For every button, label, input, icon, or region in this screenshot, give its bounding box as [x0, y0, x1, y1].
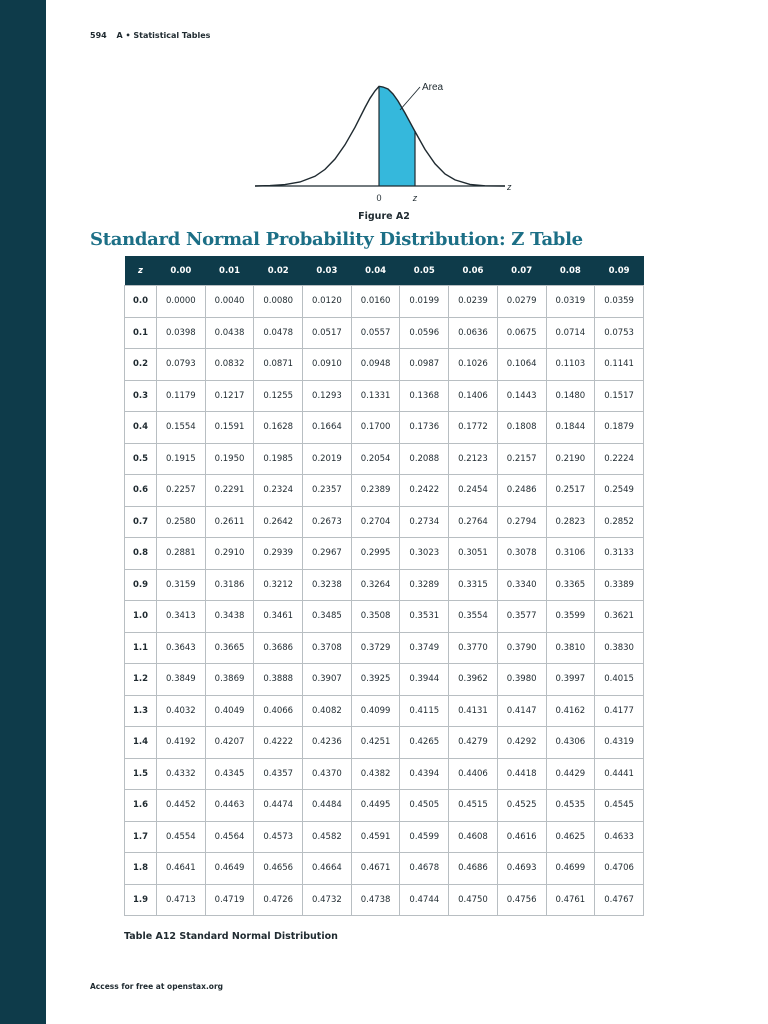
table-cell: 0.1879 [595, 412, 644, 444]
table-cell: 0.0239 [449, 286, 498, 318]
table-cell: 0.2190 [546, 443, 595, 475]
table-cell: 0.4370 [303, 758, 352, 790]
table-cell: 0.3810 [546, 632, 595, 664]
table-cell: 0.0279 [497, 286, 546, 318]
figure-caption: Figure A2 [358, 211, 410, 222]
table-row [125, 853, 644, 885]
table-cell: 0.4564 [205, 821, 254, 853]
row-header-z-value: 0.1 [125, 317, 157, 349]
running-title: A • Statistical Tables [116, 31, 211, 40]
table-cell: 0.1554 [157, 412, 206, 444]
table-cell: 0.4484 [303, 790, 352, 822]
table-row [125, 506, 644, 538]
table-cell: 0.1293 [303, 380, 352, 412]
table-cell: 0.2257 [157, 475, 206, 507]
table-cell: 0.1443 [497, 380, 546, 412]
table-row [125, 443, 644, 475]
table-cell: 0.2823 [546, 506, 595, 538]
table-cell: 0.2967 [303, 538, 352, 570]
running-header [90, 31, 210, 40]
table-cell: 0.4738 [351, 884, 400, 916]
table-cell: 0.3461 [254, 601, 303, 633]
table-cell: 0.2422 [400, 475, 449, 507]
table-cell: 0.4582 [303, 821, 352, 853]
row-header-z-value: 1.5 [125, 758, 157, 790]
table-cell: 0.1915 [157, 443, 206, 475]
table-cell: 0.0910 [303, 349, 352, 381]
table-cell: 0.4732 [303, 884, 352, 916]
table-cell: 0.4236 [303, 727, 352, 759]
table-cell: 0.3665 [205, 632, 254, 664]
table-cell: 0.3944 [400, 664, 449, 696]
table-cell: 0.3925 [351, 664, 400, 696]
table-cell: 0.2549 [595, 475, 644, 507]
table-cell: 0.3485 [303, 601, 352, 633]
table-cell: 0.4162 [546, 695, 595, 727]
table-cell: 0.4750 [449, 884, 498, 916]
table-cell: 0.0675 [497, 317, 546, 349]
row-header-z-value: 0.2 [125, 349, 157, 381]
table-cell: 0.4664 [303, 853, 352, 885]
shaded-area [379, 86, 415, 186]
table-cell: 0.3599 [546, 601, 595, 633]
table-cell: 0.3238 [303, 569, 352, 601]
table-cell: 0.3830 [595, 632, 644, 664]
table-row [125, 664, 644, 696]
table-cell: 0.2291 [205, 475, 254, 507]
table-cell: 0.3023 [400, 538, 449, 570]
table-cell: 0.3577 [497, 601, 546, 633]
table-cell: 0.0398 [157, 317, 206, 349]
table-cell: 0.3289 [400, 569, 449, 601]
table-cell: 0.1700 [351, 412, 400, 444]
table-cell: 0.0438 [205, 317, 254, 349]
table-cell: 0.2764 [449, 506, 498, 538]
table-cell: 0.1950 [205, 443, 254, 475]
table-cell: 0.0160 [351, 286, 400, 318]
table-cell: 0.3962 [449, 664, 498, 696]
table-cell: 0.0199 [400, 286, 449, 318]
column-header: 0.07 [497, 256, 546, 286]
mean-tick-label: 0 [376, 193, 382, 203]
table-cell: 0.4706 [595, 853, 644, 885]
table-cell: 0.4394 [400, 758, 449, 790]
table-cell: 0.4545 [595, 790, 644, 822]
table-cell: 0.2019 [303, 443, 352, 475]
table-cell: 0.3708 [303, 632, 352, 664]
axis-label: z [507, 182, 512, 192]
table-cell: 0.2611 [205, 506, 254, 538]
table-cell: 0.4474 [254, 790, 303, 822]
table-cell: 0.4115 [400, 695, 449, 727]
table-cell: 0.1664 [303, 412, 352, 444]
page-number: 594 [90, 31, 107, 40]
table-cell: 0.0517 [303, 317, 352, 349]
table-cell: 0.0987 [400, 349, 449, 381]
table-cell: 0.3849 [157, 664, 206, 696]
area-label: Area [422, 82, 444, 93]
table-cell: 0.4099 [351, 695, 400, 727]
table-cell: 0.4345 [205, 758, 254, 790]
table-cell: 0.4535 [546, 790, 595, 822]
table-cell: 0.0359 [595, 286, 644, 318]
table-cell: 0.3508 [351, 601, 400, 633]
z-tick-label: z [412, 193, 418, 203]
table-cell: 0.0832 [205, 349, 254, 381]
table-row [125, 380, 644, 412]
table-cell: 0.4147 [497, 695, 546, 727]
table-cell: 0.2486 [497, 475, 546, 507]
table-cell: 0.1255 [254, 380, 303, 412]
table-row [125, 727, 644, 759]
table-cell: 0.0120 [303, 286, 352, 318]
column-header: 0.00 [157, 256, 206, 286]
table-cell: 0.4678 [400, 853, 449, 885]
table-row [125, 412, 644, 444]
table-cell: 0.4418 [497, 758, 546, 790]
table-cell: 0.3078 [497, 538, 546, 570]
table-cell: 0.4713 [157, 884, 206, 916]
table-cell: 0.1331 [351, 380, 400, 412]
row-header-z-value: 1.4 [125, 727, 157, 759]
table-cell: 0.4515 [449, 790, 498, 822]
table-cell: 0.0478 [254, 317, 303, 349]
table-cell: 0.4441 [595, 758, 644, 790]
column-header: 0.09 [595, 256, 644, 286]
table-cell: 0.1517 [595, 380, 644, 412]
column-header: 0.03 [303, 256, 352, 286]
table-cell: 0.4744 [400, 884, 449, 916]
table-cell: 0.2389 [351, 475, 400, 507]
footer-text: Access for free at openstax.org [90, 982, 224, 991]
table-row [125, 569, 644, 601]
table-cell: 0.4761 [546, 884, 595, 916]
table-cell: 0.1480 [546, 380, 595, 412]
table-cell: 0.4591 [351, 821, 400, 853]
column-header: 0.01 [205, 256, 254, 286]
table-cell: 0.2704 [351, 506, 400, 538]
column-header: 0.06 [449, 256, 498, 286]
table-cell: 0.2939 [254, 538, 303, 570]
table-cell: 0.4452 [157, 790, 206, 822]
table-cell: 0.0040 [205, 286, 254, 318]
table-cell: 0.4222 [254, 727, 303, 759]
table-cell: 0.1591 [205, 412, 254, 444]
table-cell: 0.3621 [595, 601, 644, 633]
table-cell: 0.4192 [157, 727, 206, 759]
table-cell: 0.4525 [497, 790, 546, 822]
table-cell: 0.4177 [595, 695, 644, 727]
table-cell: 0.4505 [400, 790, 449, 822]
table-cell: 0.4131 [449, 695, 498, 727]
table-cell: 0.3133 [595, 538, 644, 570]
table-cell: 0.1179 [157, 380, 206, 412]
table-cell: 0.2088 [400, 443, 449, 475]
table-cell: 0.3315 [449, 569, 498, 601]
table-cell: 0.4292 [497, 727, 546, 759]
normal-curve-figure [255, 74, 513, 206]
table-cell: 0.0714 [546, 317, 595, 349]
table-cell: 0.0080 [254, 286, 303, 318]
table-cell: 0.0793 [157, 349, 206, 381]
table-cell: 0.4671 [351, 853, 400, 885]
table-cell: 0.1736 [400, 412, 449, 444]
column-header-z: z [125, 256, 157, 286]
table-cell: 0.2517 [546, 475, 595, 507]
table-cell: 0.4633 [595, 821, 644, 853]
table-cell: 0.4082 [303, 695, 352, 727]
table-cell: 0.4554 [157, 821, 206, 853]
row-header-z-value: 0.0 [125, 286, 157, 318]
table-cell: 0.4625 [546, 821, 595, 853]
table-cell: 0.4032 [157, 695, 206, 727]
table-cell: 0.4641 [157, 853, 206, 885]
table-cell: 0.0557 [351, 317, 400, 349]
row-header-z-value: 1.1 [125, 632, 157, 664]
table-cell: 0.4049 [205, 695, 254, 727]
table-cell: 0.3888 [254, 664, 303, 696]
table-row [125, 349, 644, 381]
table-cell: 0.0753 [595, 317, 644, 349]
column-header: 0.04 [351, 256, 400, 286]
table-cell: 0.2357 [303, 475, 352, 507]
table-row [125, 758, 644, 790]
table-cell: 0.2852 [595, 506, 644, 538]
row-header-z-value: 1.9 [125, 884, 157, 916]
table-cell: 0.4066 [254, 695, 303, 727]
table-cell: 0.4573 [254, 821, 303, 853]
table-cell: 0.3365 [546, 569, 595, 601]
table-cell: 0.4319 [595, 727, 644, 759]
table-cell: 0.4756 [497, 884, 546, 916]
table-cell: 0.2324 [254, 475, 303, 507]
table-row [125, 790, 644, 822]
table-cell: 0.2642 [254, 506, 303, 538]
table-cell: 0.3186 [205, 569, 254, 601]
table-cell: 0.2054 [351, 443, 400, 475]
table-cell: 0.3159 [157, 569, 206, 601]
table-cell: 0.1064 [497, 349, 546, 381]
table-cell: 0.3729 [351, 632, 400, 664]
table-cell: 0.1628 [254, 412, 303, 444]
table-row [125, 884, 644, 916]
table-cell: 0.3264 [351, 569, 400, 601]
table-cell: 0.4616 [497, 821, 546, 853]
section-title: Standard Normal Probability Distribution: Z Table [90, 229, 583, 250]
table-cell: 0.3106 [546, 538, 595, 570]
row-header-z-value: 1.6 [125, 790, 157, 822]
table-cell: 0.1772 [449, 412, 498, 444]
table-cell: 0.4406 [449, 758, 498, 790]
table-cell: 0.2157 [497, 443, 546, 475]
table-cell: 0.4357 [254, 758, 303, 790]
table-cell: 0.3340 [497, 569, 546, 601]
table-cell: 0.4599 [400, 821, 449, 853]
table-cell: 0.1103 [546, 349, 595, 381]
table-cell: 0.1141 [595, 349, 644, 381]
table-cell: 0.3389 [595, 569, 644, 601]
table-cell: 0.4332 [157, 758, 206, 790]
table-row [125, 286, 644, 318]
table-cell: 0.4463 [205, 790, 254, 822]
table-cell: 0.3686 [254, 632, 303, 664]
table-cell: 0.4719 [205, 884, 254, 916]
table-cell: 0.3554 [449, 601, 498, 633]
table-cell: 0.4265 [400, 727, 449, 759]
table-cell: 0.2673 [303, 506, 352, 538]
row-header-z-value: 1.2 [125, 664, 157, 696]
table-cell: 0.4608 [449, 821, 498, 853]
column-header: 0.08 [546, 256, 595, 286]
table-row [125, 632, 644, 664]
table-cell: 0.4207 [205, 727, 254, 759]
table-cell: 0.3212 [254, 569, 303, 601]
table-cell: 0.4382 [351, 758, 400, 790]
table-cell: 0.4015 [595, 664, 644, 696]
table-cell: 0.2123 [449, 443, 498, 475]
table-cell: 0.3869 [205, 664, 254, 696]
table-cell: 0.1406 [449, 380, 498, 412]
table-cell: 0.3770 [449, 632, 498, 664]
row-header-z-value: 0.5 [125, 443, 157, 475]
table-cell: 0.1217 [205, 380, 254, 412]
area-pointer [400, 87, 420, 110]
side-color-bar [0, 0, 46, 1024]
table-cell: 0.0000 [157, 286, 206, 318]
table-header-row [125, 256, 644, 286]
table-cell: 0.4251 [351, 727, 400, 759]
table-cell: 0.2794 [497, 506, 546, 538]
table-cell: 0.4699 [546, 853, 595, 885]
table-cell: 0.4693 [497, 853, 546, 885]
table-cell: 0.3790 [497, 632, 546, 664]
table-row [125, 695, 644, 727]
table-cell: 0.4686 [449, 853, 498, 885]
row-header-z-value: 1.3 [125, 695, 157, 727]
table-cell: 0.3413 [157, 601, 206, 633]
table-cell: 0.1026 [449, 349, 498, 381]
table-cell: 0.4279 [449, 727, 498, 759]
row-header-z-value: 0.8 [125, 538, 157, 570]
column-header: 0.02 [254, 256, 303, 286]
row-header-z-value: 1.0 [125, 601, 157, 633]
table-cell: 0.4656 [254, 853, 303, 885]
table-cell: 0.3643 [157, 632, 206, 664]
row-header-z-value: 0.9 [125, 569, 157, 601]
table-cell: 0.0948 [351, 349, 400, 381]
table-cell: 0.4306 [546, 727, 595, 759]
table-cell: 0.2454 [449, 475, 498, 507]
column-header: 0.05 [400, 256, 449, 286]
z-table [124, 256, 644, 916]
row-header-z-value: 0.7 [125, 506, 157, 538]
table-cell: 0.3051 [449, 538, 498, 570]
row-header-z-value: 1.7 [125, 821, 157, 853]
table-row [125, 601, 644, 633]
table-cell: 0.4649 [205, 853, 254, 885]
table-cell: 0.3531 [400, 601, 449, 633]
table-cell: 0.0871 [254, 349, 303, 381]
table-row [125, 821, 644, 853]
table-cell: 0.1844 [546, 412, 595, 444]
table-cell: 0.2910 [205, 538, 254, 570]
table-cell: 0.2734 [400, 506, 449, 538]
table-cell: 0.2224 [595, 443, 644, 475]
table-row [125, 475, 644, 507]
row-header-z-value: 0.3 [125, 380, 157, 412]
table-cell: 0.0596 [400, 317, 449, 349]
table-cell: 0.0319 [546, 286, 595, 318]
table-cell: 0.3980 [497, 664, 546, 696]
table-cell: 0.2995 [351, 538, 400, 570]
table-cell: 0.4726 [254, 884, 303, 916]
table-cell: 0.3907 [303, 664, 352, 696]
table-cell: 0.3997 [546, 664, 595, 696]
table-caption: Table A12 Standard Normal Distribution [124, 931, 338, 942]
table-cell: 0.4767 [595, 884, 644, 916]
table-row [125, 317, 644, 349]
table-cell: 0.4495 [351, 790, 400, 822]
table-cell: 0.1985 [254, 443, 303, 475]
table-cell: 0.3438 [205, 601, 254, 633]
table-cell: 0.3749 [400, 632, 449, 664]
table-cell: 0.2881 [157, 538, 206, 570]
row-header-z-value: 1.8 [125, 853, 157, 885]
row-header-z-value: 0.6 [125, 475, 157, 507]
table-cell: 0.4429 [546, 758, 595, 790]
table-cell: 0.2580 [157, 506, 206, 538]
table-cell: 0.1368 [400, 380, 449, 412]
row-header-z-value: 0.4 [125, 412, 157, 444]
table-cell: 0.1808 [497, 412, 546, 444]
table-row [125, 538, 644, 570]
table-cell: 0.0636 [449, 317, 498, 349]
